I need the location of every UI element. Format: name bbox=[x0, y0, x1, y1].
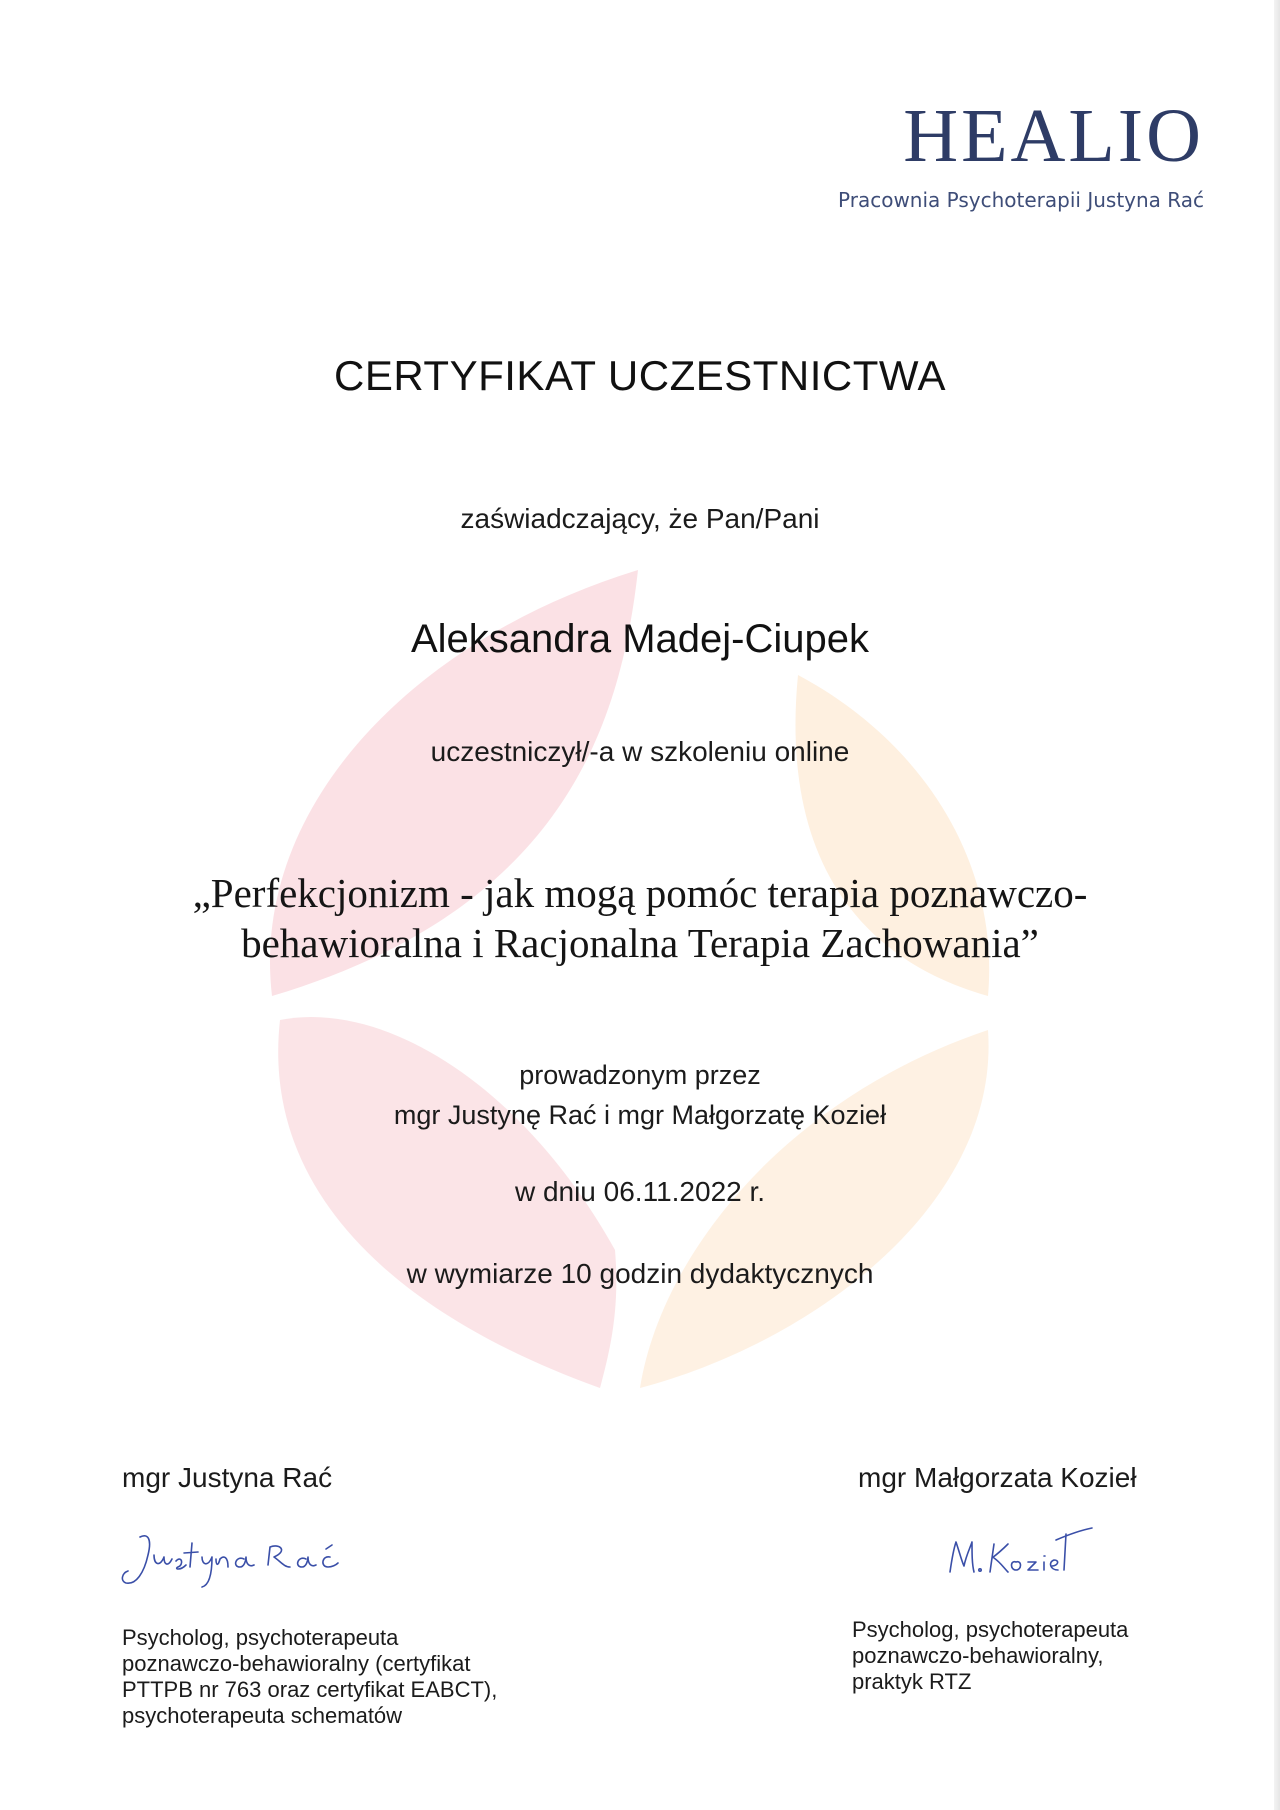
led-by-label: prowadzonym przez bbox=[519, 1060, 761, 1090]
certifying-line: zaświadczający, że Pan/Pani bbox=[460, 503, 820, 534]
participant-name: Aleksandra Madej-Ciupek bbox=[410, 617, 869, 661]
description-line: poznawczo-behawioralny (certyfikat bbox=[122, 1651, 471, 1676]
course-title-line-2: behawioralna i Racjonalna Terapia Zachowania” bbox=[241, 920, 1039, 966]
signatory-right-description bbox=[852, 1617, 1212, 1695]
hours-line: w wymiarze 10 godzin dydaktycznych bbox=[406, 1258, 874, 1289]
date-line: w dniu 06.11.2022 r. bbox=[514, 1176, 766, 1207]
logo-name: HEALIO bbox=[903, 94, 1204, 178]
course-title bbox=[0, 868, 1280, 968]
healio-logo bbox=[838, 94, 1204, 212]
participation-line: uczestniczył/-a w szkoleniu online bbox=[430, 736, 850, 767]
signature-justyna-rac bbox=[118, 1525, 348, 1595]
course-title-line-1: „Perfekcjonizm - jak mogą pomóc terapia poznawczo- bbox=[192, 870, 1088, 916]
certificate-title: CERTYFIKAT UCZESTNICTWA bbox=[334, 352, 946, 399]
trainers-names: mgr Justynę Rać i mgr Małgorzatę Kozieł bbox=[393, 1100, 887, 1130]
signatory-left-description bbox=[122, 1625, 542, 1729]
description-line: psychoterapeuta schematów bbox=[122, 1703, 403, 1728]
logo-subtitle: Pracownia Psychoterapii Justyna Rać bbox=[838, 188, 1204, 212]
signatory-right-name: mgr Małgorzata Kozieł bbox=[858, 1462, 1137, 1493]
signatory-left-name: mgr Justyna Rać bbox=[122, 1462, 333, 1493]
page-edge bbox=[1274, 0, 1280, 1810]
description-line: praktyk RTZ bbox=[852, 1669, 972, 1694]
description-line: Psycholog, psychoterapeuta bbox=[122, 1625, 399, 1650]
signature-malgorzata-koziel bbox=[946, 1522, 1096, 1582]
led-by-section bbox=[0, 1055, 1280, 1135]
description-line: poznawczo-behawioralny, bbox=[852, 1643, 1104, 1668]
description-line: Psycholog, psychoterapeuta bbox=[852, 1617, 1129, 1642]
description-line: PTTPB nr 763 oraz certyfikat EABCT), bbox=[122, 1677, 498, 1702]
